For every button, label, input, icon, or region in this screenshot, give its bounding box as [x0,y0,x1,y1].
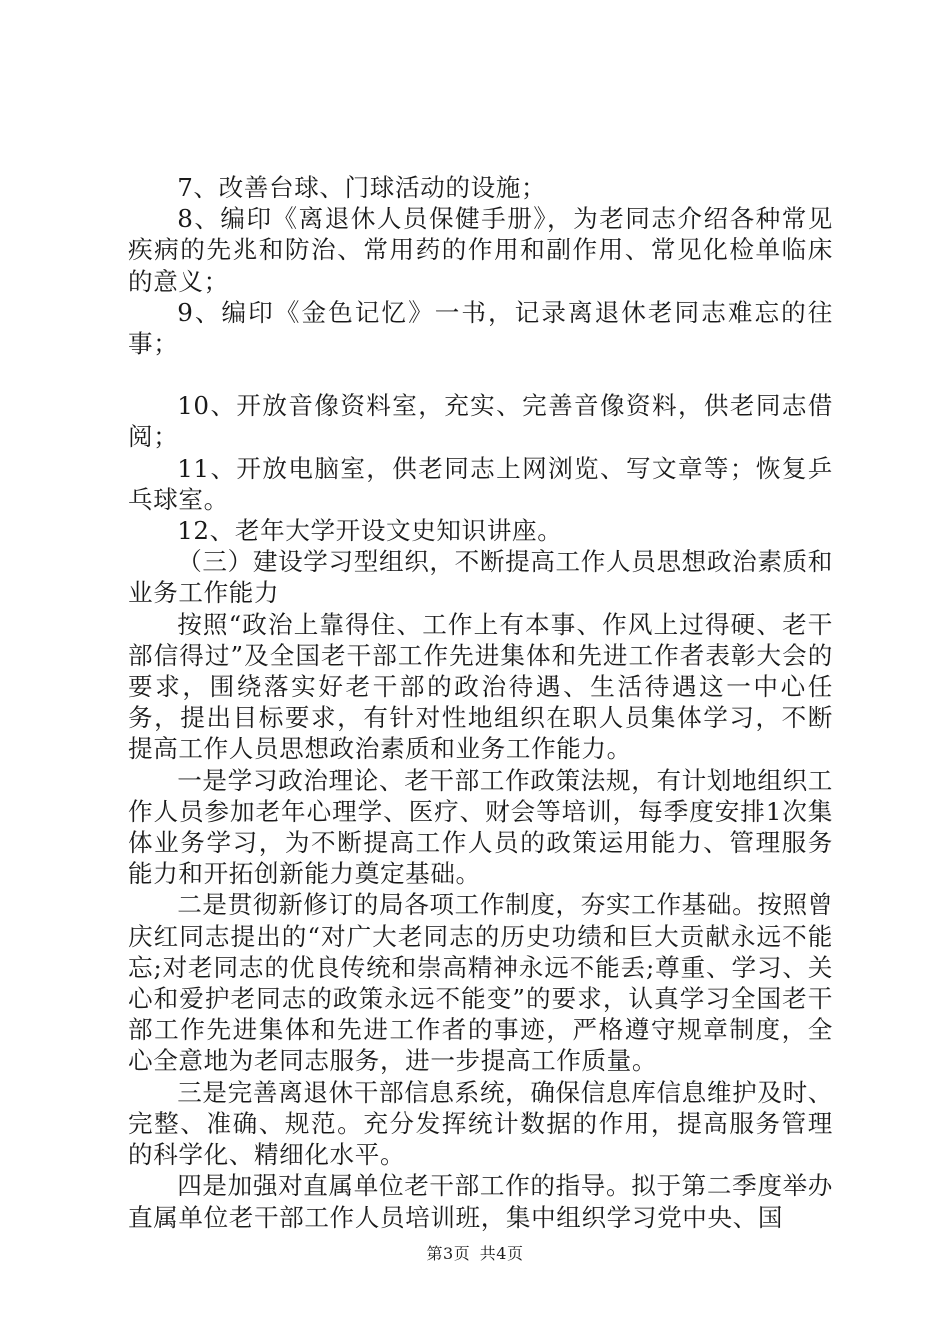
paragraph-item-9: 9、编印《金色记忆》一书，记录离退休老同志难忘的往事； [128,297,833,359]
paragraph-item-11: 11、开放电脑室，供老同志上网浏览、写文章等；恢复乒乓球室。 [128,453,833,514]
paragraph-first: 一是学习政治理论、老干部工作政策法规，有计划地组织工作人员参加老年心理学、医疗、财会等培训，每季度安排1次集体业务学习，为不断提高工作人员的政策运用能力、管理服务能力和开拓创新能力奠定基础。 [128,765,833,889]
document-body [128,172,833,1233]
paragraph-item-8: 8、编印《离退休人员保健手册》，为老同志介绍各种常见疾病的先兆和防治、常用药的作用和副作用、常见化检单临床的意义； [128,204,833,296]
paragraph-item-12: 12、老年大学开设文史知识讲座。 [177,516,563,546]
page-footer [0,1244,950,1264]
page-number: 第3页 [426,1244,471,1263]
paragraph-intro: 按照“政治上靠得住、工作上有本事、作风上过得硬、老干部信得过”及全国老干部工作先进集体和先进工作者表彰大会的要求，围绕落实好老干部的政治待遇、生活待遇这一中心任务，提出目标要求，有针对性地组织在职人员集体学习，不断提高工作人员思想政治素质和业务工作能力。 [128,609,833,764]
page-total: 共4页 [479,1244,524,1263]
paragraph-item-7: 7、改善台球、门球活动的设施； [177,173,547,202]
paragraph-fourth: 四是加强对直属单位老干部工作的指导。拟于第二季度举办直属单位老干部工作人员培训班，集中组织学习党中央、国 [128,1171,833,1232]
section-heading: （三）建设学习型组织，不断提高工作人员思想政治素质和业务工作能力 [128,547,833,608]
paragraph-third: 三是完善离退休干部信息系统，确保信息库信息维护及时、完整、准确、规范。充分发挥统计数据的作用，提高服务管理的科学化、精细化水平。 [128,1077,833,1170]
paragraph-item-10: 10、开放音像资料室，充实、完善音像资料，供老同志借阅； [128,391,833,452]
paragraph-second: 二是贯彻新修订的局各项工作制度，夯实工作基础。按照曾庆红同志提出的“对广大老同志的历史功绩和巨大贡献永远不能忘;对老同志的优良传统和崇高精神永远不能丢;尊重、学习、关心和爱护老同志的政策永远不能变”的要求，认真学习全国老干部工作先进集体和先进工作者的事迹，严格遵守规章制度，全心全意地为老同志服务，进一步提高工作质量。 [128,890,833,1076]
